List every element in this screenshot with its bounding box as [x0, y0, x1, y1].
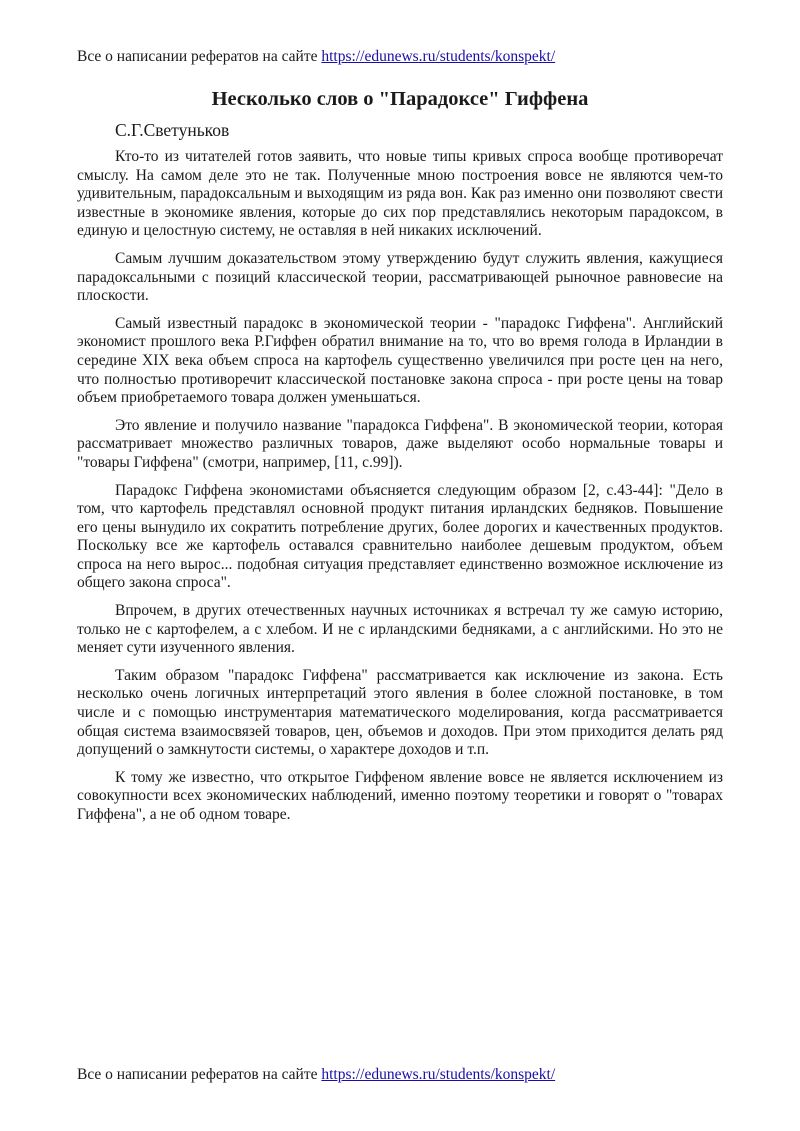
header-link[interactable]: https://edunews.ru/students/konspekt/ [321, 48, 556, 65]
document-body [77, 148, 723, 834]
author-name: С.Г.Светуньков [115, 120, 230, 140]
paragraph-2: Самым лучшим доказательством этому утверждению будут служить явления, кажущиеся парадоксальными с позиций классической теории, рассматривающей рыночное равновесие на плоскости. [77, 249, 723, 305]
footer-text: Все о написании рефератов на сайте [77, 1066, 322, 1083]
paragraph-1: Кто-то из читателей готов заявить, что новые типы кривых спроса вообще противоречат смыслу. На самом деле это не так. Полученные мною построения вовсе не являются чем-то удивительным, парадоксальным и выходящим из ряда вон. Как раз именно они позволяют свести известные в экономике явления, которые до сих пор представлялись некоторым парадоксом, в единую и целостную систему, не оставляя в ней никаких исключений. [77, 148, 723, 240]
footer-link[interactable]: https://edunews.ru/students/konspekt/ [321, 1066, 556, 1083]
page-header [77, 47, 737, 67]
page-footer [77, 1065, 737, 1085]
paragraph-3: Самый известный парадокс в экономической теории - "парадокс Гиффена". Английский экономист прошлого века Р.Гиффен обратил внимание на то, что во время голода в Ирландии в середине XIX века объем спроса на картофель существенно увеличился при росте цен на него, что полностью противоречит классической постановке закона спроса - при росте цены на товар объем приобретаемого товара должен уменьшаться. [77, 314, 723, 407]
document-title: Несколько слов о "Парадоксе" Гиффена [211, 88, 589, 110]
paragraph-5: Парадокс Гиффена экономистами объясняется следующим образом [2, с.43-44]: "Дело в том, что картофель представлял основной продукт питания ирландских бедняков. Повышение его цены вынудило их сократить потребление других, более дорогих и качественных продуктов. Поскольку все же картофель оставался сравнительно наиболее дешевым продуктом, объем спроса на него вырос... подобная ситуация представляет единственно возможное исключение из общего закона спроса". [77, 481, 723, 592]
header-text: Все о написании рефератов на сайте [77, 48, 322, 65]
paragraph-4: Это явление и получило название "парадокса Гиффена". В экономической теории, которая рассматривает множество различных товаров, даже выделяют особо нормальные товары и "товары Гиффена" (смотри, например, [11, с.99]). [77, 416, 723, 471]
paragraph-6: Впрочем, в других отечественных научных источниках я встречал ту же самую историю, только не с картофелем, а с хлебом. И не с ирландскими бедняками, а с английскими. Но это не меняет сути изученного явления. [77, 602, 723, 657]
paragraph-8: К тому же известно, что открытое Гиффеном явление вовсе не является исключением из совокупности всех экономических наблюдений, именно поэтому теоретики и говорят о "товарах Гиффена", а не об одном товаре. [77, 768, 723, 823]
paragraph-7: Таким образом "парадокс Гиффена" рассматривается как исключение из закона. Есть несколько очень логичных интерпретаций этого явления в более сложной постановке, в том числе и с помощью инструментария математического моделирования, когда рассматривается общая система взаимосвязей товаров, цен, объемов и доходов. При этом приходится делать ряд допущений о замкнутости системы, о характере доходов и т.п. [77, 666, 723, 759]
